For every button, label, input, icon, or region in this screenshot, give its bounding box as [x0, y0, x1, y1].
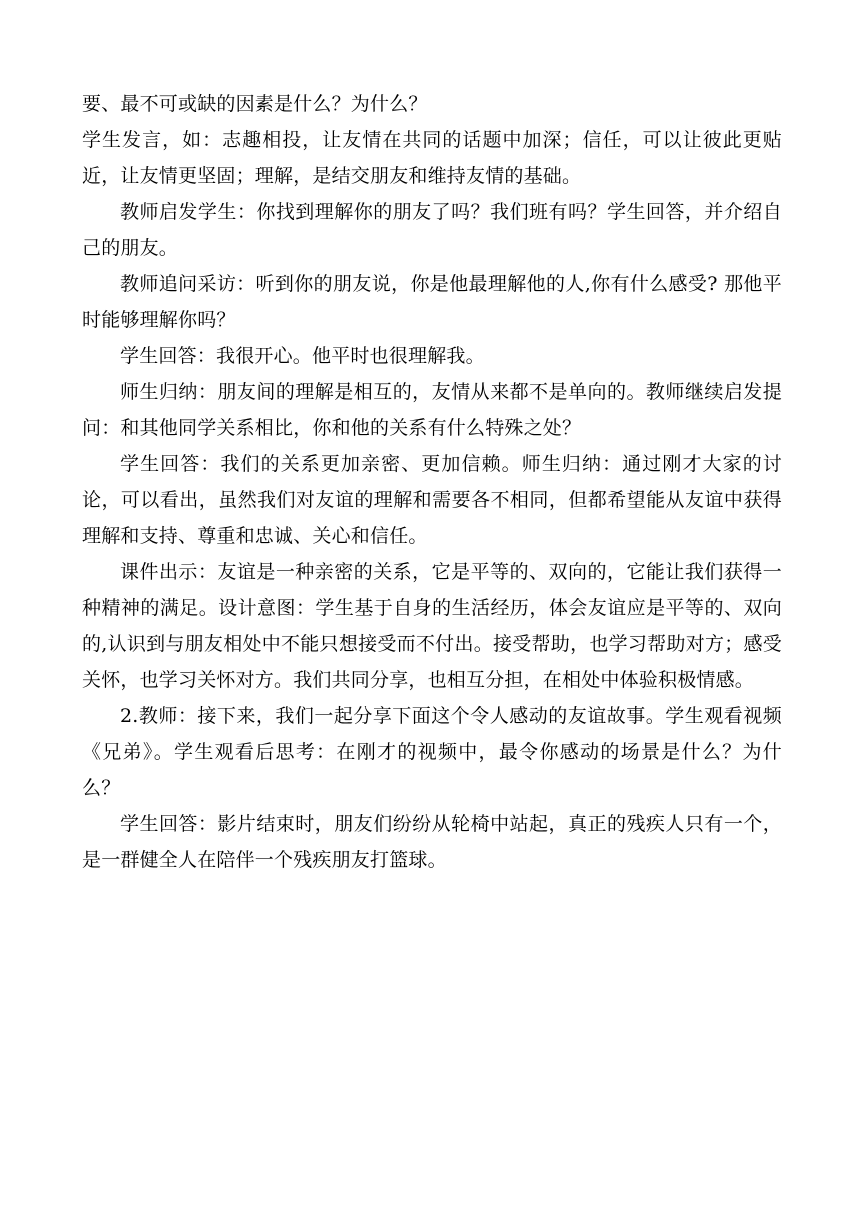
paragraph-6: 师生归纳：朋友间的理解是相互的，友情从来都不是单向的。教师继续启发提问：和其他同学关系相比，你和他的关系有什么特殊之处？ [82, 381, 782, 439]
paragraph-5: 学生回答：我很开心。他平时也很理解我。 [120, 345, 485, 367]
paragraph-7: 学生回答：我们的关系更加亲密、更加信赖。师生归纳：通过刚才大家的讨论，可以看出，虽然我们对友谊的理解和需要各不相同，但都希望能从友谊中获得理解和支持、尊重和忠诚、关心和信任。 [82, 453, 782, 547]
paragraph-3: 教师启发学生：你找到理解你的朋友了吗？我们班有吗？学生回答，并介绍自己的朋友。 [82, 201, 782, 259]
document-page [82, 86, 782, 878]
paragraph-8: 课件出示：友谊是一种亲密的关系，它是平等的、双向的，它能让我们获得一种精神的满足。设计意图：学生基于自身的生活经历，体会友谊应是平等的、双向的,认识到与朋友相处中不能只想接受而不付出。接受帮助，也学习帮助对方；感受关怀，也学习关怀对方。我们共同分享，也相互分担，在相处中体验积极情感。 [82, 561, 782, 691]
paragraph-2: 学生发言，如：志趣相投，让友情在共同的话题中加深；信任，可以让彼此更贴近，让友情更坚固；理解，是结交朋友和维持友情的基础。 [82, 129, 782, 187]
paragraph-10: 学生回答：影片结束时，朋友们纷纷从轮椅中站起，真正的残疾人只有一个，是一群健全人在陪伴一个残疾朋友打篮球。 [82, 813, 782, 871]
paragraph-9: 2.教师：接下来，我们一起分享下面这个令人感动的友谊故事。学生观看视频《兄弟》。学生观看后思考：在刚才的视频中，最令你感动的场景是什么？为什么？ [82, 705, 782, 799]
paragraph-1: 要、最不可或缺的因素是什么？为什么？ [82, 93, 428, 115]
paragraph-4: 教师追问采访：听到你的朋友说，你是他最理解他的人,你有什么感受? 那他平时能够理解你吗？ [82, 273, 782, 331]
